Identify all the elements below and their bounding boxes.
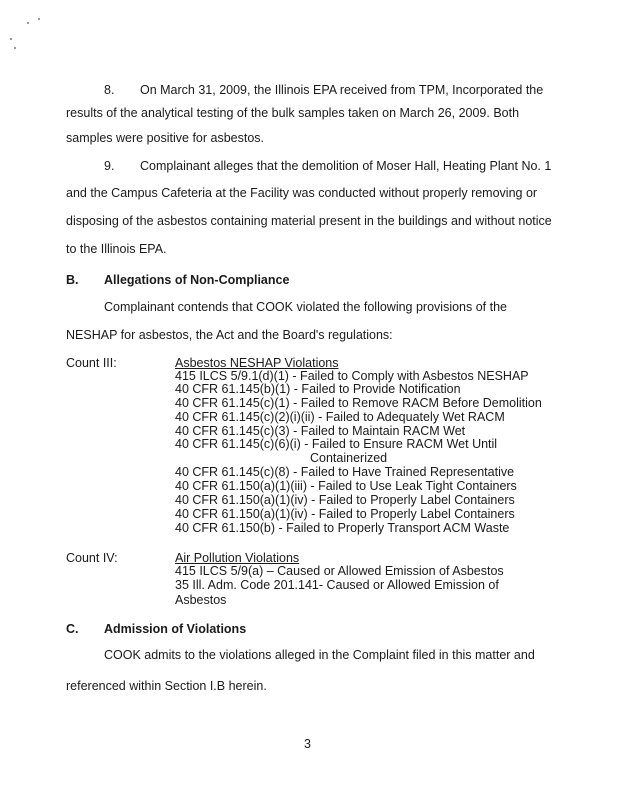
section-b-line-2: NESHAP for asbestos, the Act and the Board's regulations: (66, 328, 393, 342)
section-c-title: Admission of Violations (104, 622, 247, 636)
count-4-heading: Air Pollution Violations (175, 551, 300, 565)
count-3-item: 40 CFR 61.145(c)(2)(i)(ii) - Failed to Adequately Wet RACM (175, 410, 505, 424)
paragraph-9-line-3: disposing of the asbestos containing material present in the buildings and without notice (66, 214, 552, 228)
count-3-heading: Asbestos NESHAP Violations (175, 356, 339, 370)
section-b-title: Allegations of Non-Compliance (104, 273, 290, 287)
scan-speck (14, 47, 16, 49)
scan-speck (27, 22, 29, 24)
paragraph-8-line-1: On March 31, 2009, the Illinois EPA received from TPM, Incorporated the (140, 83, 544, 97)
count-3-item: 415 ILCS 5/9.1(d)(1) - Failed to Comply with Asbestos NESHAP (175, 369, 529, 383)
paragraph-8-line-3: samples were positive for asbestos. (66, 131, 265, 145)
count-3-item: 40 CFR 61.150(a)(1)(iv) - Failed to Properly Label Containers (175, 507, 515, 521)
paragraph-9-line-2: and the Campus Cafeteria at the Facility was conducted without properly removing or (66, 186, 538, 200)
count-3-label: Count III: (66, 356, 117, 370)
count-3-item: 40 CFR 61.150(a)(1)(iv) - Failed to Properly Label Containers (175, 493, 515, 507)
paragraph-9-line-4: to the Illinois EPA. (66, 242, 167, 256)
section-c-line-1: COOK admits to the violations alleged in the Complaint filed in this matter and (104, 648, 535, 662)
section-b-letter: B. (66, 273, 79, 287)
count-3-item: 40 CFR 61.145(c)(3) - Failed to Maintain RACM Wet (175, 424, 466, 438)
paragraph-8-line-2: results of the analytical testing of the bulk samples taken on March 26, 2009. Both (66, 106, 520, 120)
count-4-label: Count IV: (66, 551, 118, 565)
count-4-item: 35 Ill. Adm. Code 201.141- Caused or Allowed Emission of (175, 578, 499, 592)
count-3-item: 40 CFR 61.150(a)(1)(iii) - Failed to Use Leak Tight Containers (175, 479, 517, 493)
section-b-line-1: Complainant contends that COOK violated the following provisions of the (104, 300, 508, 314)
section-c-letter: C. (66, 622, 79, 636)
count-3-item: 40 CFR 61.145(b)(1) - Failed to Provide Notification (175, 382, 461, 396)
paragraph-9-number: 9. (104, 159, 115, 173)
count-3-item: 40 CFR 61.145(c)(6)(i) - Failed to Ensure RACM Wet Until (175, 437, 498, 451)
count-3-item: 40 CFR 61.150(b) - Failed to Properly Transport ACM Waste (175, 521, 510, 535)
count-3-item-continuation: Containerized (310, 451, 388, 465)
paragraph-9-line-1: Complainant alleges that the demolition of Moser Hall, Heating Plant No. 1 (140, 159, 552, 173)
count-4-item: 415 ILCS 5/9(a) – Caused or Allowed Emission of Asbestos (175, 564, 504, 578)
paragraph-8-number: 8. (104, 83, 115, 97)
scan-speck (38, 18, 40, 20)
count-4-item: Asbestos (175, 593, 227, 607)
section-c-line-2: referenced within Section I.B herein. (66, 679, 267, 693)
scan-speck (10, 38, 12, 40)
count-3-item: 40 CFR 61.145(c)(1) - Failed to Remove RACM Before Demolition (175, 396, 542, 410)
count-3-item: 40 CFR 61.145(c)(8) - Failed to Have Trained Representative (175, 465, 515, 479)
page-number: 3 (304, 737, 311, 751)
